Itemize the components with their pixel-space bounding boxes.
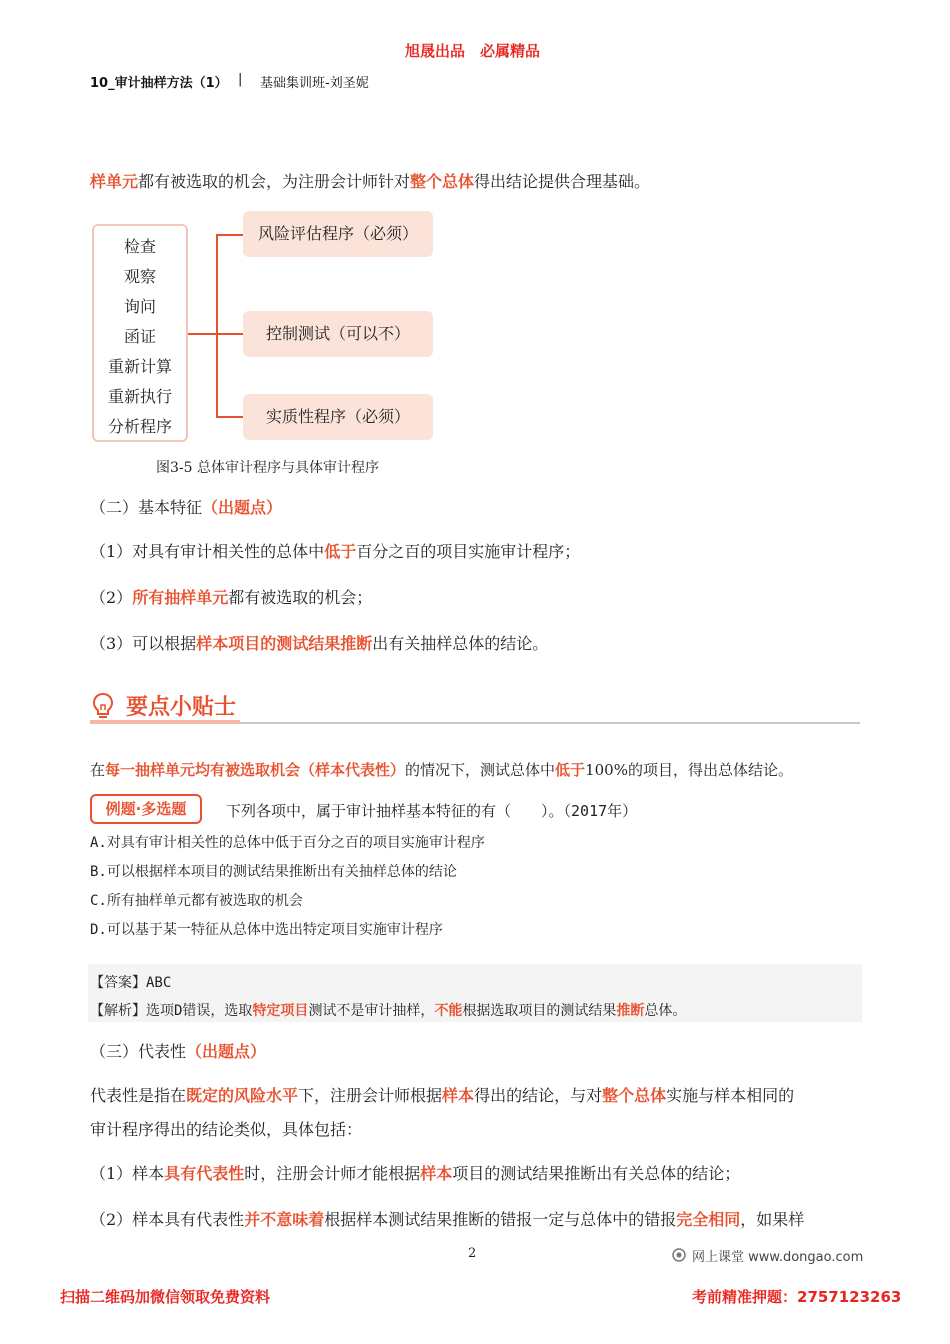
intro-paragraph: 样单元都有被选取的机会，为注册会计师针对整个总体得出结论提供合理基础。 (90, 172, 651, 191)
answer-text: 【答案】ABC (90, 975, 172, 991)
option-d: D.可以基于某一特征从总体中选出特定项目实施审计程序 (90, 922, 443, 938)
figure-caption: 图3-5 总体审计程序与具体审计程序 (156, 460, 379, 476)
connector-line (188, 333, 216, 335)
section-heading: （二）基本特征（出题点） (90, 498, 283, 517)
feature-item-1: （1）对具有审计相关性的总体中低于百分之百的项目实施审计程序； (90, 542, 581, 561)
procedures-list-box (92, 224, 188, 442)
representativeness-item-1: （1）样本具有代表性时，注册会计师才能根据样本项目的测试结果推断出有关总体的结论； (90, 1164, 741, 1183)
procedure-item: 观察 (123, 267, 156, 286)
tip-divider-accent (90, 720, 240, 724)
connector-line (216, 416, 243, 418)
representativeness-definition-cont: 审计程序得出的结论类似，具体包括： (90, 1120, 363, 1139)
representativeness-definition: 代表性是指在既定的风险水平下，注册会计师根据样本得出的结论，与对整个总体实施与样本相同的 (90, 1086, 795, 1105)
lesson-title: 10_审计抽样方法（1） (90, 76, 228, 91)
tip-text: 在每一抽样单元均有被选取机会（样本代表性）的情况下，测试总体中低于100%的项目，得出总体结论。 (90, 761, 793, 779)
dongao-logo-icon (672, 1247, 686, 1261)
procedure-item: 重新计算 (107, 357, 172, 376)
risk-assessment-box: 风险评估程序（必须） (243, 211, 433, 257)
header-separator: | (238, 72, 243, 87)
representativeness-item-2: （2）样本具有代表性并不意味着根据样本测试结果推断的错报一定与总体中的错报完全相同，如果样 (90, 1210, 805, 1229)
analysis-text: 【解析】选项D错误，选取特定项目测试不是审计抽样，不能根据选取项目的测试结果推断总体。 (90, 1003, 687, 1019)
substantive-procedure-box: 实质性程序（必须） (243, 394, 433, 440)
course-name: 基础集训班-刘圣妮 (260, 76, 369, 91)
procedure-item: 函证 (123, 327, 156, 346)
footer-promo-left: 扫描二维码加微信领取免费资料 (60, 1288, 271, 1306)
connector-line (216, 333, 243, 335)
procedure-item: 分析程序 (107, 417, 172, 436)
example-tag: 例题·多选题 (90, 794, 202, 824)
connector-line (216, 234, 243, 236)
procedure-item: 检查 (123, 237, 156, 256)
option-c: C.所有抽样单元都有被选取的机会 (90, 893, 303, 909)
tip-title: 要点小贴士 (126, 695, 237, 720)
procedure-item: 询问 (123, 297, 156, 316)
brand-slogan: 旭晟出品 必属精品 (405, 42, 541, 60)
question-text: 下列各项中，属于审计抽样基本特征的有（ ）。（2017年） (226, 802, 638, 820)
section-heading: （三）代表性（出题点） (90, 1042, 267, 1061)
option-b: B.可以根据样本项目的测试结果推断出有关抽样总体的结论 (90, 864, 457, 880)
feature-item-2: （2）所有抽样单元都有被选取的机会； (90, 588, 373, 607)
page-number: 2 (468, 1246, 477, 1261)
site-url: 网上课堂 www.dongao.com (692, 1250, 864, 1265)
connector-line (216, 234, 218, 418)
feature-item-3: （3）可以根据样本项目的测试结果推断出有关抽样总体的结论。 (90, 634, 549, 653)
lightbulb-icon (92, 692, 114, 720)
option-a: A.对具有审计相关性的总体中低于百分之百的项目实施审计程序 (90, 835, 485, 851)
footer-promo-right: 考前精准押题：2757123263 (692, 1288, 902, 1306)
procedure-item: 重新执行 (107, 387, 172, 406)
control-test-box: 控制测试（可以不） (243, 311, 433, 357)
